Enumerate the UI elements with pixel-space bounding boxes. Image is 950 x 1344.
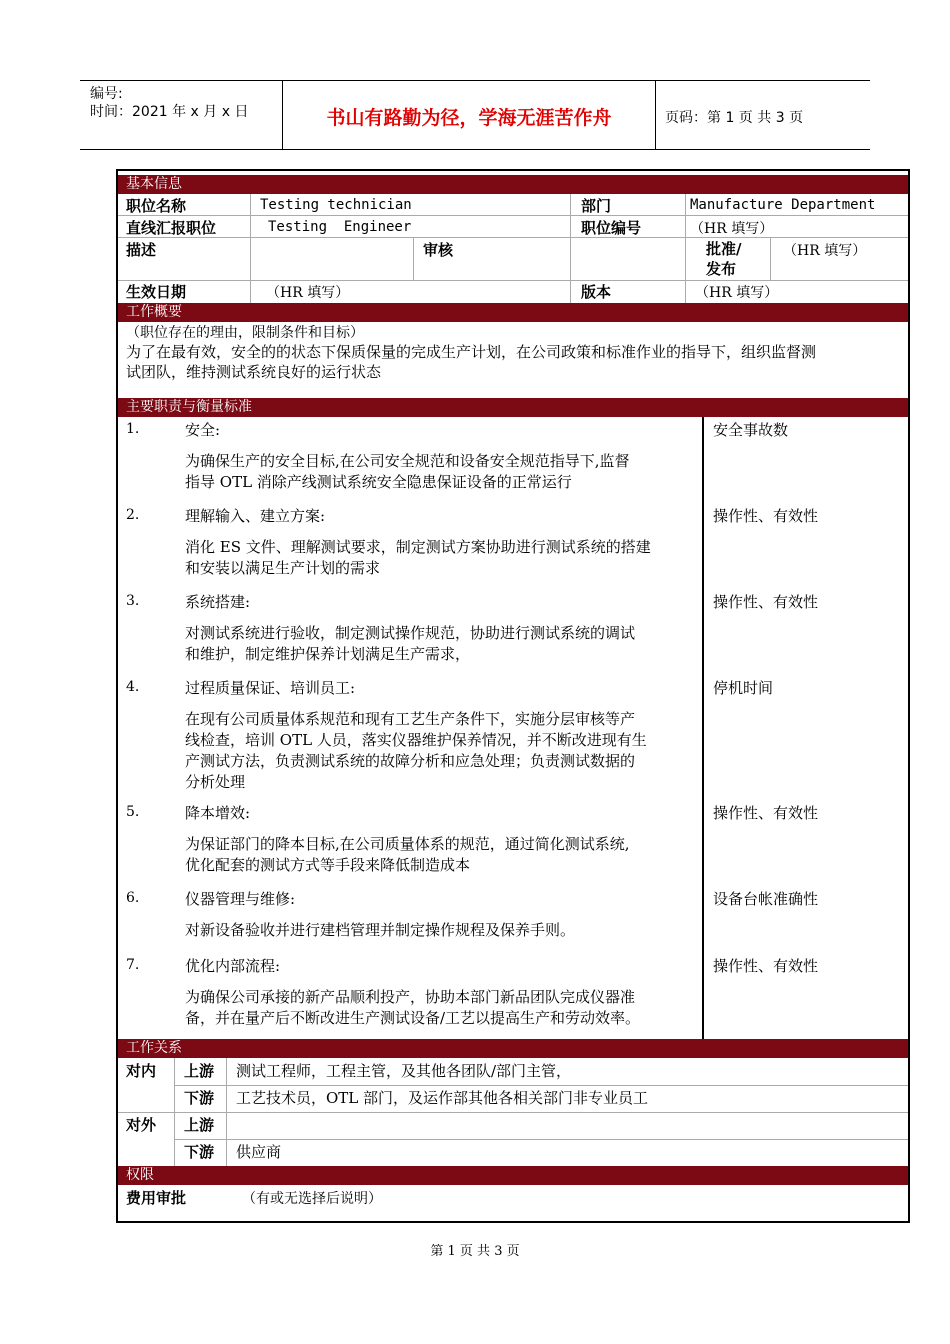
duty-description-line: 线检查，培训 OTL 人员，落实仪器维护保养情况，并不断改进现有生 xyxy=(185,731,647,749)
approve-label xyxy=(706,239,741,279)
duty-title: 系统搭建: xyxy=(185,593,251,611)
duty-number: 1. xyxy=(126,421,140,437)
duty-description xyxy=(185,920,691,941)
approve-label-line2: 发布 xyxy=(706,260,737,278)
duty-description-line: 消化 ES 文件、理解测试要求，制定测试方案协助进行测试系统的搭建 xyxy=(185,538,651,556)
duties-divider xyxy=(702,417,704,1039)
duty-description xyxy=(185,537,691,579)
summary-text xyxy=(126,342,816,382)
internal-upstream-value: 测试工程师，工程主管，及其他各团队/部门主管， xyxy=(236,1062,572,1080)
duty-description-line: 对测试系统进行验收，制定测试操作规范，协助进行测试系统的调试 xyxy=(185,624,636,642)
duty-measure: 安全事故数 xyxy=(713,421,789,439)
job-description-form xyxy=(116,169,910,1223)
duty-number: 5. xyxy=(126,804,140,820)
duty-description-line: 优化配套的测试方式等手段来降低制造成本 xyxy=(185,856,471,874)
header-meta xyxy=(90,85,248,121)
external-upstream-label: 上游 xyxy=(184,1116,215,1134)
duty-number: 7. xyxy=(126,957,140,973)
grid-line xyxy=(685,194,686,303)
duty-description xyxy=(185,834,691,876)
section-main-duties: 主要职责与衡量标准 xyxy=(118,398,908,417)
duty-description-line: 产测试方法，负责测试系统的故障分析和应急处理；负责测试数据的 xyxy=(185,752,636,770)
job-title-value: Testing technician xyxy=(260,197,412,213)
page-header xyxy=(80,80,870,150)
duty-description xyxy=(185,451,691,493)
duty-number: 6. xyxy=(126,890,140,906)
section-work-relations: 工作关系 xyxy=(118,1039,908,1058)
grid-line xyxy=(770,237,771,280)
duty-title: 降本增效: xyxy=(185,804,251,822)
duty-title: 理解输入、建立方案: xyxy=(185,507,326,525)
internal-label: 对内 xyxy=(126,1062,157,1080)
grid-line xyxy=(174,1139,908,1140)
expense-approval-value: （有或无选择后说明） xyxy=(242,1191,382,1207)
duty-description xyxy=(185,987,691,1029)
header-divider xyxy=(282,81,283,149)
duty-description-line: 对新设备验收并进行建档管理并制定操作规程及保养手则。 xyxy=(185,921,576,939)
duty-title: 安全: xyxy=(185,421,221,439)
job-title-label: 职位名称 xyxy=(126,197,187,215)
report-to-value: Testing Engineer xyxy=(268,219,412,235)
job-number-value: （HR 填写） xyxy=(690,221,774,237)
internal-upstream-label: 上游 xyxy=(184,1062,215,1080)
duty-description-line: 在现有公司质量体系规范和现有工艺生产条件下，实施分层审核等产 xyxy=(185,710,636,728)
section-job-summary: 工作概要 xyxy=(118,303,908,322)
duty-title: 过程质量保证、培训员工: xyxy=(185,679,356,697)
department-label: 部门 xyxy=(581,197,612,215)
duty-description-line: 指导 OTL 消除产线测试系统安全隐患保证设备的正常运行 xyxy=(185,473,572,491)
effective-date-label: 生效日期 xyxy=(126,283,187,301)
section-basic-info: 基本信息 xyxy=(118,175,908,194)
internal-downstream-label: 下游 xyxy=(184,1089,215,1107)
grid-line xyxy=(570,194,571,303)
department-value: Manufacture Department xyxy=(690,197,876,213)
approve-label-line1: 批准/ xyxy=(706,240,742,258)
duty-number: 4. xyxy=(126,679,140,695)
document-time: 时间：2021 年 x 月 x 日 xyxy=(90,104,249,120)
external-downstream-value: 供应商 xyxy=(236,1143,282,1161)
grid-line xyxy=(118,237,908,238)
duty-description-line: 和维护，制定维护保养计划满足生产需求， xyxy=(185,645,471,663)
duty-description xyxy=(185,623,691,665)
description-label: 描述 xyxy=(126,241,157,259)
grid-line xyxy=(118,1112,908,1113)
internal-downstream-value: 工艺技术员，OTL 部门，及运作部其他各相关部门非专业员工 xyxy=(236,1089,649,1107)
duty-measure: 设备台帐准确性 xyxy=(713,890,819,908)
job-number-label: 职位编号 xyxy=(581,219,642,237)
version-value: （HR 填写） xyxy=(695,285,779,301)
expense-approval-label: 费用审批 xyxy=(126,1189,187,1207)
duty-measure: 操作性、有效性 xyxy=(713,507,819,525)
approve-value: （HR 填写） xyxy=(783,243,867,259)
version-label: 版本 xyxy=(581,283,612,301)
duty-description-line: 为确保公司承接的新产品顺利投产，协助本部门新品团队完成仪器准 xyxy=(185,988,636,1006)
duty-measure: 停机时间 xyxy=(713,679,774,697)
duty-measure: 操作性、有效性 xyxy=(713,957,819,975)
grid-line xyxy=(118,280,908,281)
duty-title: 仪器管理与维修: xyxy=(185,890,296,908)
grid-line xyxy=(413,237,414,280)
duty-description-line: 备，并在量产后不断改进生产测试设备/工艺以提高生产和劳动效率。 xyxy=(185,1009,641,1027)
summary-line: 为了在最有效，安全的的状态下保质保量的完成生产计划，在公司政策和标准作业的指导下，组织监督测 xyxy=(126,343,817,361)
summary-line: 试团队，维持测试系统良好的运行状态 xyxy=(126,363,382,381)
summary-note: （职位存在的理由，限制条件和目标） xyxy=(126,325,364,341)
grid-line xyxy=(250,194,251,303)
external-downstream-label: 下游 xyxy=(184,1143,215,1161)
effective-date-value: （HR 填写） xyxy=(266,285,350,301)
duty-description-line: 和安装以满足生产计划的需求 xyxy=(185,559,381,577)
duty-number: 3. xyxy=(126,593,140,609)
duty-description-line: 为确保生产的安全目标,在公司安全规范和设备安全规范指导下,监督 xyxy=(185,452,630,470)
review-label: 审核 xyxy=(423,241,454,259)
grid-line xyxy=(174,1085,908,1086)
duty-measure: 操作性、有效性 xyxy=(713,593,819,611)
external-label: 对外 xyxy=(126,1116,157,1134)
section-authority: 权限 xyxy=(118,1166,908,1185)
page-footer: 第 1 页 共 3 页 xyxy=(430,1244,520,1259)
duty-title: 优化内部流程: xyxy=(185,957,281,975)
header-divider xyxy=(655,81,656,149)
header-motto: 书山有路勤为径，学海无涯苦作舟 xyxy=(326,107,612,129)
duty-measure: 操作性、有效性 xyxy=(713,804,819,822)
duty-description-line: 分析处理 xyxy=(185,773,246,791)
grid-line xyxy=(118,215,908,216)
header-page-info: 页码：第 1 页 共 3 页 xyxy=(665,110,804,126)
duty-description xyxy=(185,709,691,793)
duty-description-line: 为保证部门的降本目标,在公司质量体系的规范，通过简化测试系统, xyxy=(185,835,630,853)
document-number-label: 编号: xyxy=(90,86,123,102)
report-to-label: 直线汇报职位 xyxy=(126,219,217,237)
duty-number: 2. xyxy=(126,507,140,523)
